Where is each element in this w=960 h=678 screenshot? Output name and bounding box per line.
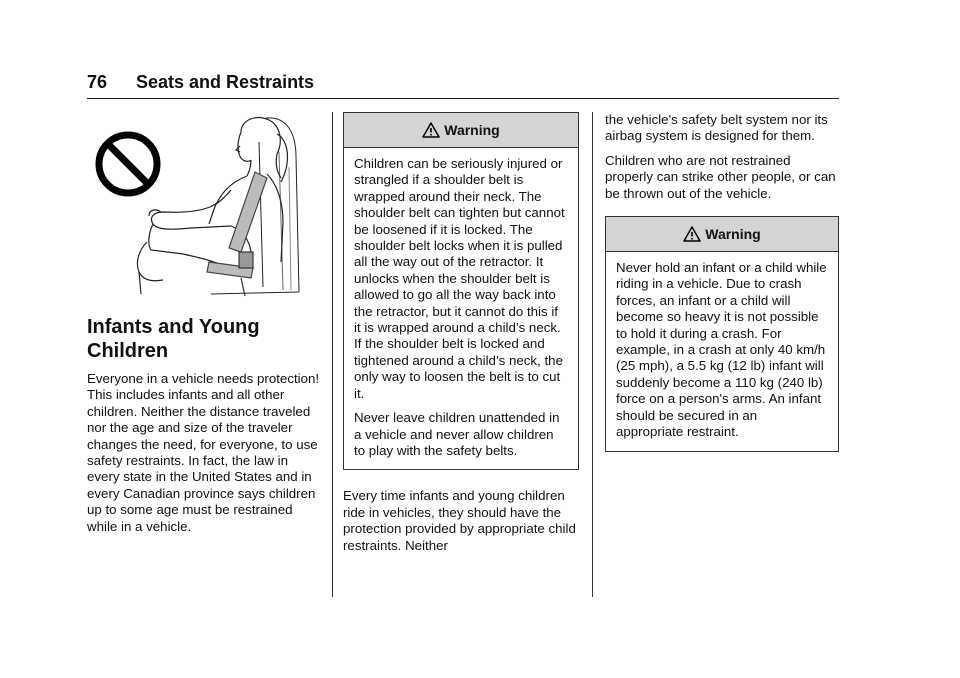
page-header [87, 70, 839, 99]
warning-triangle-icon [422, 122, 440, 138]
column-right [605, 112, 839, 464]
child-seatbelt-illustration [91, 112, 303, 297]
body-paragraph: Everyone in a vehicle needs protection! This includes infants and all other children. Neither the distance traveled nor the age and size of the traveler changes the need, for everyone, to use safety restraints. In fact, the law in every state in the United States and in every Canadian province says children up to some age must be restrained while in a vehicle. [87, 371, 320, 534]
warning-header [606, 217, 838, 252]
warning-box [605, 216, 839, 451]
warning-paragraph: Children can be seriously injured or strangled if a shoulder belt is wrapped around their neck. The shoulder belt can tighten but cannot be loosened if it is locked. The shoulder belt locks when it is pulled all the way out of the retractor. It unlocks when the shoulder belt is allowed to go all the way back into the retractor, but it cannot do this if it is wrapped around a child’s neck. If the shoulder belt is locked and tightened around a child’s neck, the only way to loosen the belt is to cut it. [354, 156, 565, 401]
section-heading: Infants and Young Children [87, 316, 260, 362]
section-title: Seats and Restraints [136, 72, 315, 92]
warning-paragraph: Never hold an infant or a child while riding in a vehicle. Due to crash forces, an infant or a child will become so heavy it is not possible to hold it during a crash. For example, in a crash at only 40 km/h (25 mph), a 5.5 kg (12 lb) infant will suddenly become a 110 kg (240 lb) force on a person's arms. An infant should be secured in an appropriate restraint. [616, 260, 827, 440]
prohibition-icon [99, 135, 157, 193]
warning-box [343, 112, 579, 470]
body-paragraph: the vehicle's safety belt system nor its airbag system is designed for them. [605, 112, 828, 144]
warning-paragraph: Never leave children unattended in a vehicle and never allow children to play with the safety belts. [354, 410, 560, 458]
warning-title: Warning [444, 122, 500, 138]
body-paragraph: Every time infants and young children ride in vehicles, they should have the protection provided by appropriate child restraints. Neither [343, 488, 576, 553]
column-divider [592, 112, 593, 597]
warning-header [344, 113, 578, 148]
page-number: 76 [87, 72, 108, 92]
warning-body [344, 148, 578, 469]
warning-title: Warning [705, 226, 761, 243]
column-divider [332, 112, 333, 597]
column-left [87, 112, 323, 543]
warning-triangle-icon [683, 226, 701, 242]
column-middle [343, 112, 579, 562]
body-paragraph: Children who are not restrained properly can strike other people, or can be thrown out of the vehicle. [605, 152, 836, 201]
child-figure-illustration [137, 118, 287, 296]
warning-body [606, 252, 838, 450]
